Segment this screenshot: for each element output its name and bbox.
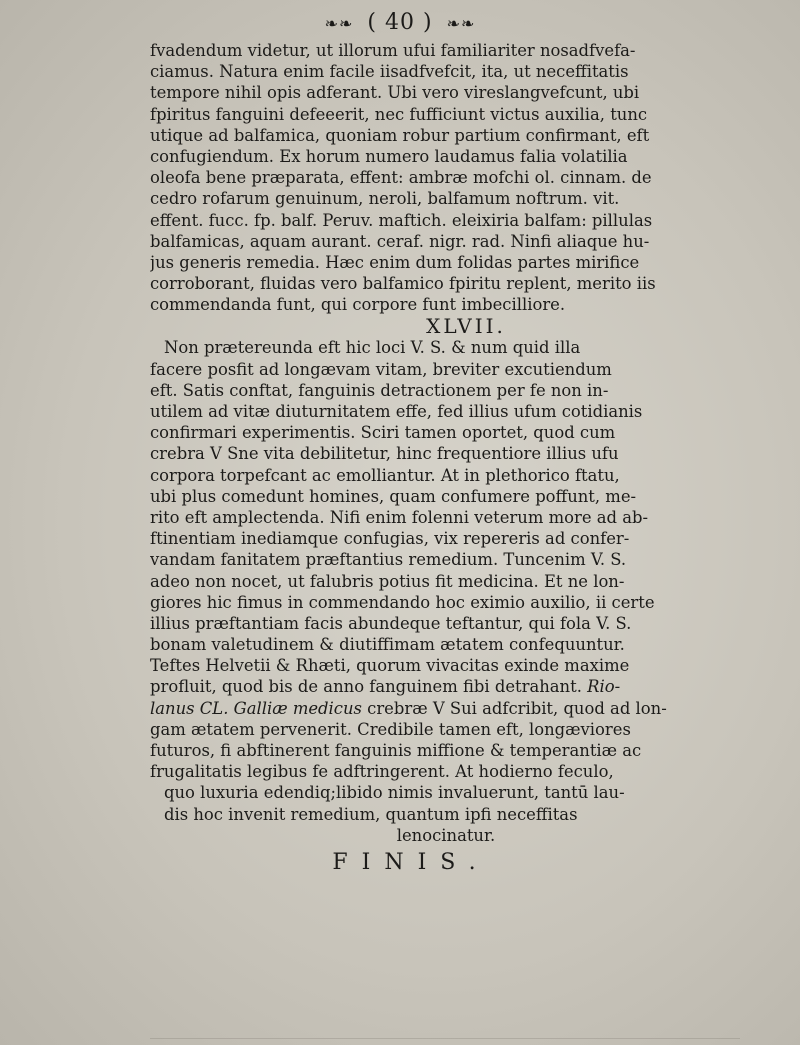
text-line: tempore nihil opis adferant. Ubi vero vireslangvefcunt, ubi (150, 83, 640, 103)
text-line: utilem ad vitæ diuturnitatem effe, fed illius ufum cotidianis (150, 402, 643, 421)
text-line: confugiendum. Ex horum numero laudamus falia volatilia (150, 146, 628, 166)
text-line: effent. fucc. fp. balf. Peruv. maftich. eleixiria balfam: pillulas (150, 210, 653, 230)
text-block-part3 (150, 719, 742, 846)
text-line: eft. Satis conftat, fanguinis detractionem per fe non in- (150, 380, 609, 400)
text-line-rest: crebræ V Sui adfcribit, quod ad lon- (367, 698, 667, 718)
text-block-part2 (150, 337, 742, 718)
text-line: bonam valetudinem & diutiffimam ætatem confequuntur. (150, 635, 625, 655)
text-line: oleofa bene præparata, effent: ambræ mofchi ol. cinnam. de (150, 168, 652, 188)
text-block-part1 (150, 40, 742, 315)
text-line: vandam fanitatem præftantius remedium. Tuncenim V. S. (150, 550, 627, 570)
page-shadow-divider (150, 1038, 740, 1039)
text-line (150, 698, 742, 719)
text-line: giores hic fimus in commendando hoc eximio auxilio, ii certe (150, 592, 655, 612)
section-number: XLVII. (426, 314, 506, 339)
text-line: quo luxuria edendiq;libido nimis invaluerunt, tantū lau- (164, 783, 625, 803)
text-line: utique ad balfamica, quoniam robur partium confirmant, eft (150, 125, 650, 145)
text-line: adeo non nocet, ut falubris potius fit medicina. Et ne lon- (150, 571, 625, 591)
text-line (150, 676, 742, 697)
text-line: illius præftantiam facis abundeque teftantur, qui fola V. S. (150, 613, 632, 633)
text-line: ubi plus comedunt homines, quam confumere poffunt, me- (150, 486, 637, 506)
text-line: fpiritus fanguini defeeerit, nec fufficiunt victus auxilia, tunc (150, 104, 648, 124)
text-line: commendanda funt, qui corpore funt imbecilliore. (150, 295, 566, 315)
text-line: ftinentiam inediamque confugias, vix repereris ad confer- (150, 529, 630, 549)
text-line: corroborant, fluidas vero balfamico fpiritu replent, merito iis (150, 274, 656, 294)
text-line: balfamicas, aquam aurant. ceraf. nigr. rad. Ninfi aliaque hu- (150, 231, 650, 251)
text-line: confirmari experimentis. Sciri tamen oportet, quod cum (150, 423, 616, 443)
text-line-tail: Rio- (587, 677, 621, 697)
text-line: ciamus. Natura enim facile iisadfvefcit, ita, ut neceffitatis (150, 62, 629, 82)
text-line: futuros, fi abftinerent fanguinis miffione & temperantiæ ac (150, 741, 642, 760)
text-line: crebra V Sne vita debilitetur, hinc frequentiore illius ufu (150, 444, 619, 464)
running-head (0, 10, 800, 35)
text-line: Teftes Helvetii & Rhæti, quorum vivacitas exinde maxime (150, 656, 630, 676)
text-line: lenocinatur. (396, 825, 496, 845)
text-line-main: profluit, quod bis de anno fanguinem fibi detrahant. (150, 677, 582, 697)
text-line: frugalitatis legibus fe adftringerent. At hodierno feculo, (150, 762, 614, 782)
text-line: corpora torpefcant ac emolliantur. At in plethorico ftatu, (150, 465, 620, 485)
text-line: gam ætatem pervenerit. Credibile tamen eft, longæviores (150, 719, 631, 739)
left-ornament-icon: ❧❧ (324, 14, 354, 33)
text-line-lead: lanus (150, 698, 195, 718)
page-number: ( 40 ) (367, 10, 433, 35)
text-line: rito eft amplectenda. Nifi enim folenni veterum more ad ab- (150, 507, 649, 527)
text-line-italic: CL. Galliæ medicus (199, 698, 362, 718)
text-line: fvadendum videtur, ut illorum ufui familiariter nosadfvefa- (150, 41, 636, 60)
text-line: cedro rofarum genuinum, neroli, balfamum noftrum. vit. (150, 189, 620, 209)
text-line: jus generis remedia. Hæc enim dum folidas partes mirifice (150, 252, 640, 272)
finis-heading: FINIS. (332, 849, 490, 875)
text-line: Non prætereunda eft hic loci V. S. & num quid illa (164, 338, 581, 358)
text-line: dis hoc invenit remedium, quantum ipfi neceffitas (164, 804, 578, 824)
right-ornament-icon: ❧❧ (446, 14, 476, 33)
text-line: facere posfit ad longævam vitam, breviter excutiendum (150, 359, 612, 379)
